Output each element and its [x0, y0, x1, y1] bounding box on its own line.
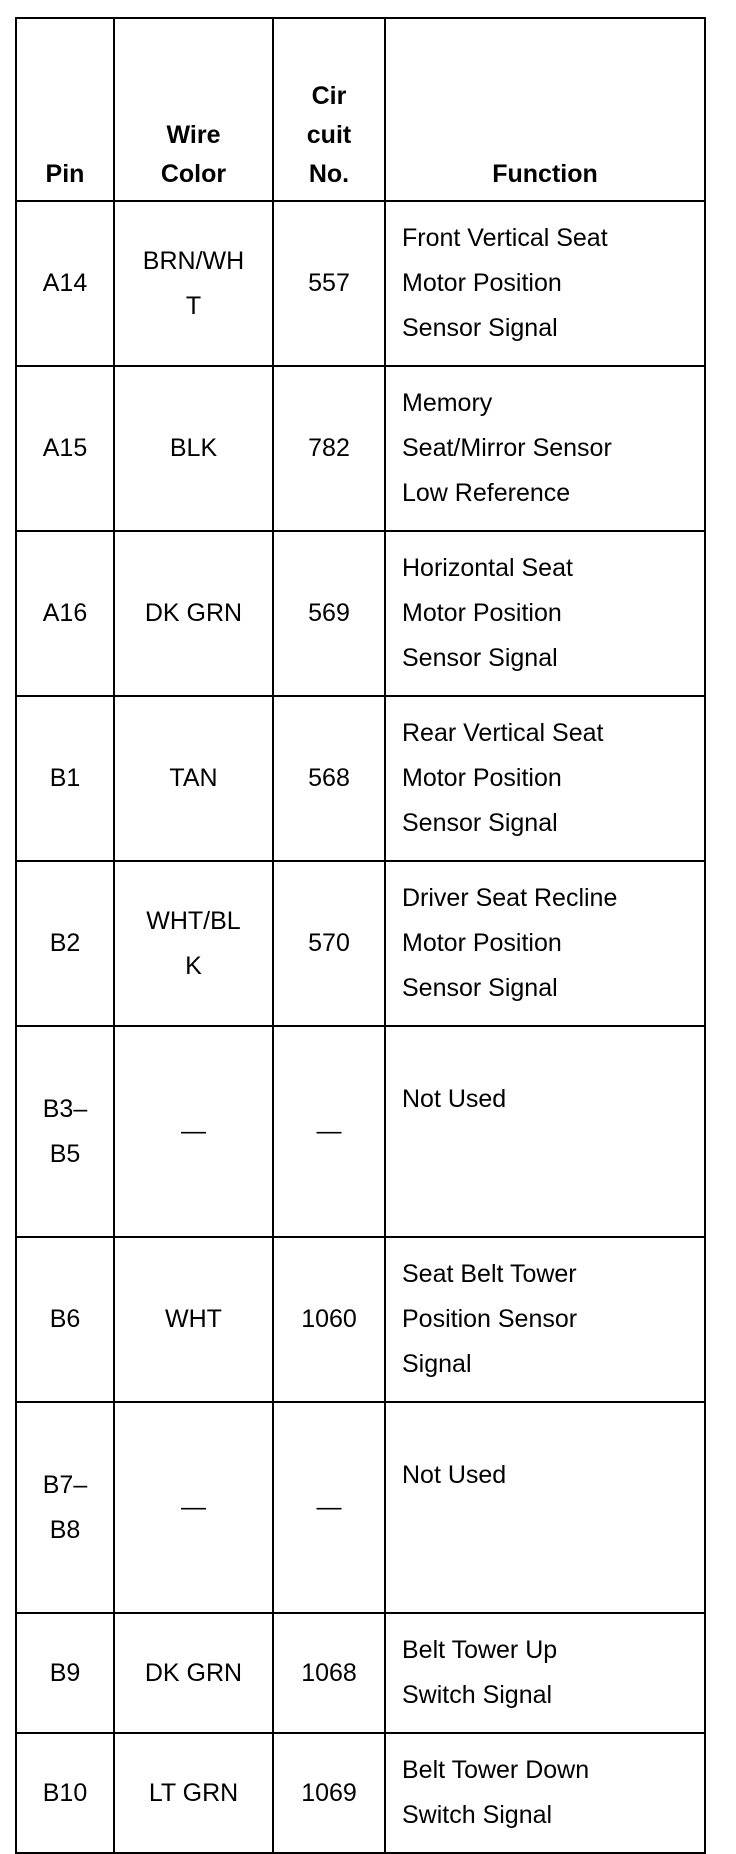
table-row	[16, 1237, 705, 1402]
table-row	[16, 861, 705, 1026]
table-row	[16, 1402, 705, 1613]
wire-color-cell: —	[114, 1402, 273, 1613]
table-row	[16, 1026, 705, 1237]
function-cell: Rear Vertical Seat Motor Position Sensor Signal	[385, 696, 705, 861]
function-cell: Belt Tower Up Switch Signal	[385, 1613, 705, 1733]
table-row	[16, 531, 705, 696]
wire-color-cell: WHT/BLK	[114, 861, 273, 1026]
pin-cell: A15	[16, 366, 114, 531]
wire-color-cell: DK GRN	[114, 531, 273, 696]
wire-color-cell: DK GRN	[114, 1613, 273, 1733]
header-circuit-number: Cir cuit No.	[273, 18, 385, 201]
wire-color-cell: BRN/WHT	[114, 201, 273, 366]
wire-color-cell: BLK	[114, 366, 273, 531]
pin-cell: B2	[16, 861, 114, 1026]
table-row	[16, 696, 705, 861]
circuit-cell: —	[273, 1402, 385, 1613]
function-cell: Horizontal Seat Motor Position Sensor Signal	[385, 531, 705, 696]
pin-cell: A14	[16, 201, 114, 366]
circuit-cell: 557	[273, 201, 385, 366]
function-cell: Belt Tower Down Switch Signal	[385, 1733, 705, 1853]
wire-color-cell: —	[114, 1026, 273, 1237]
header-wire-color: Wire Color	[114, 18, 273, 201]
table-row	[16, 1613, 705, 1733]
circuit-cell: 782	[273, 366, 385, 531]
wire-color-cell: LT GRN	[114, 1733, 273, 1853]
function-cell: Front Vertical Seat Motor Position Sensor Signal	[385, 201, 705, 366]
circuit-cell: 1060	[273, 1237, 385, 1402]
pin-cell: B1	[16, 696, 114, 861]
circuit-cell: 570	[273, 861, 385, 1026]
circuit-cell: 568	[273, 696, 385, 861]
pin-table	[15, 17, 706, 1854]
table-row	[16, 1733, 705, 1853]
circuit-cell: —	[273, 1026, 385, 1237]
function-cell: Seat Belt Tower Position Sensor Signal	[385, 1237, 705, 1402]
table-header-row	[16, 18, 705, 201]
pin-cell: A16	[16, 531, 114, 696]
table-row	[16, 366, 705, 531]
circuit-cell: 1068	[273, 1613, 385, 1733]
header-function: Function	[385, 18, 705, 201]
pin-cell: B6	[16, 1237, 114, 1402]
pin-cell: B10	[16, 1733, 114, 1853]
header-pin: Pin	[16, 18, 114, 201]
circuit-cell: 1069	[273, 1733, 385, 1853]
pin-cell: B3–B5	[16, 1026, 114, 1237]
wire-color-cell: WHT	[114, 1237, 273, 1402]
function-cell: Driver Seat Recline Motor Position Sensor Signal	[385, 861, 705, 1026]
table-row	[16, 201, 705, 366]
function-cell: Not Used	[385, 1026, 705, 1237]
function-cell: Memory Seat/Mirror Sensor Low Reference	[385, 366, 705, 531]
wire-color-cell: TAN	[114, 696, 273, 861]
circuit-cell: 569	[273, 531, 385, 696]
pin-cell: B9	[16, 1613, 114, 1733]
function-cell: Not Used	[385, 1402, 705, 1613]
pin-cell: B7–B8	[16, 1402, 114, 1613]
